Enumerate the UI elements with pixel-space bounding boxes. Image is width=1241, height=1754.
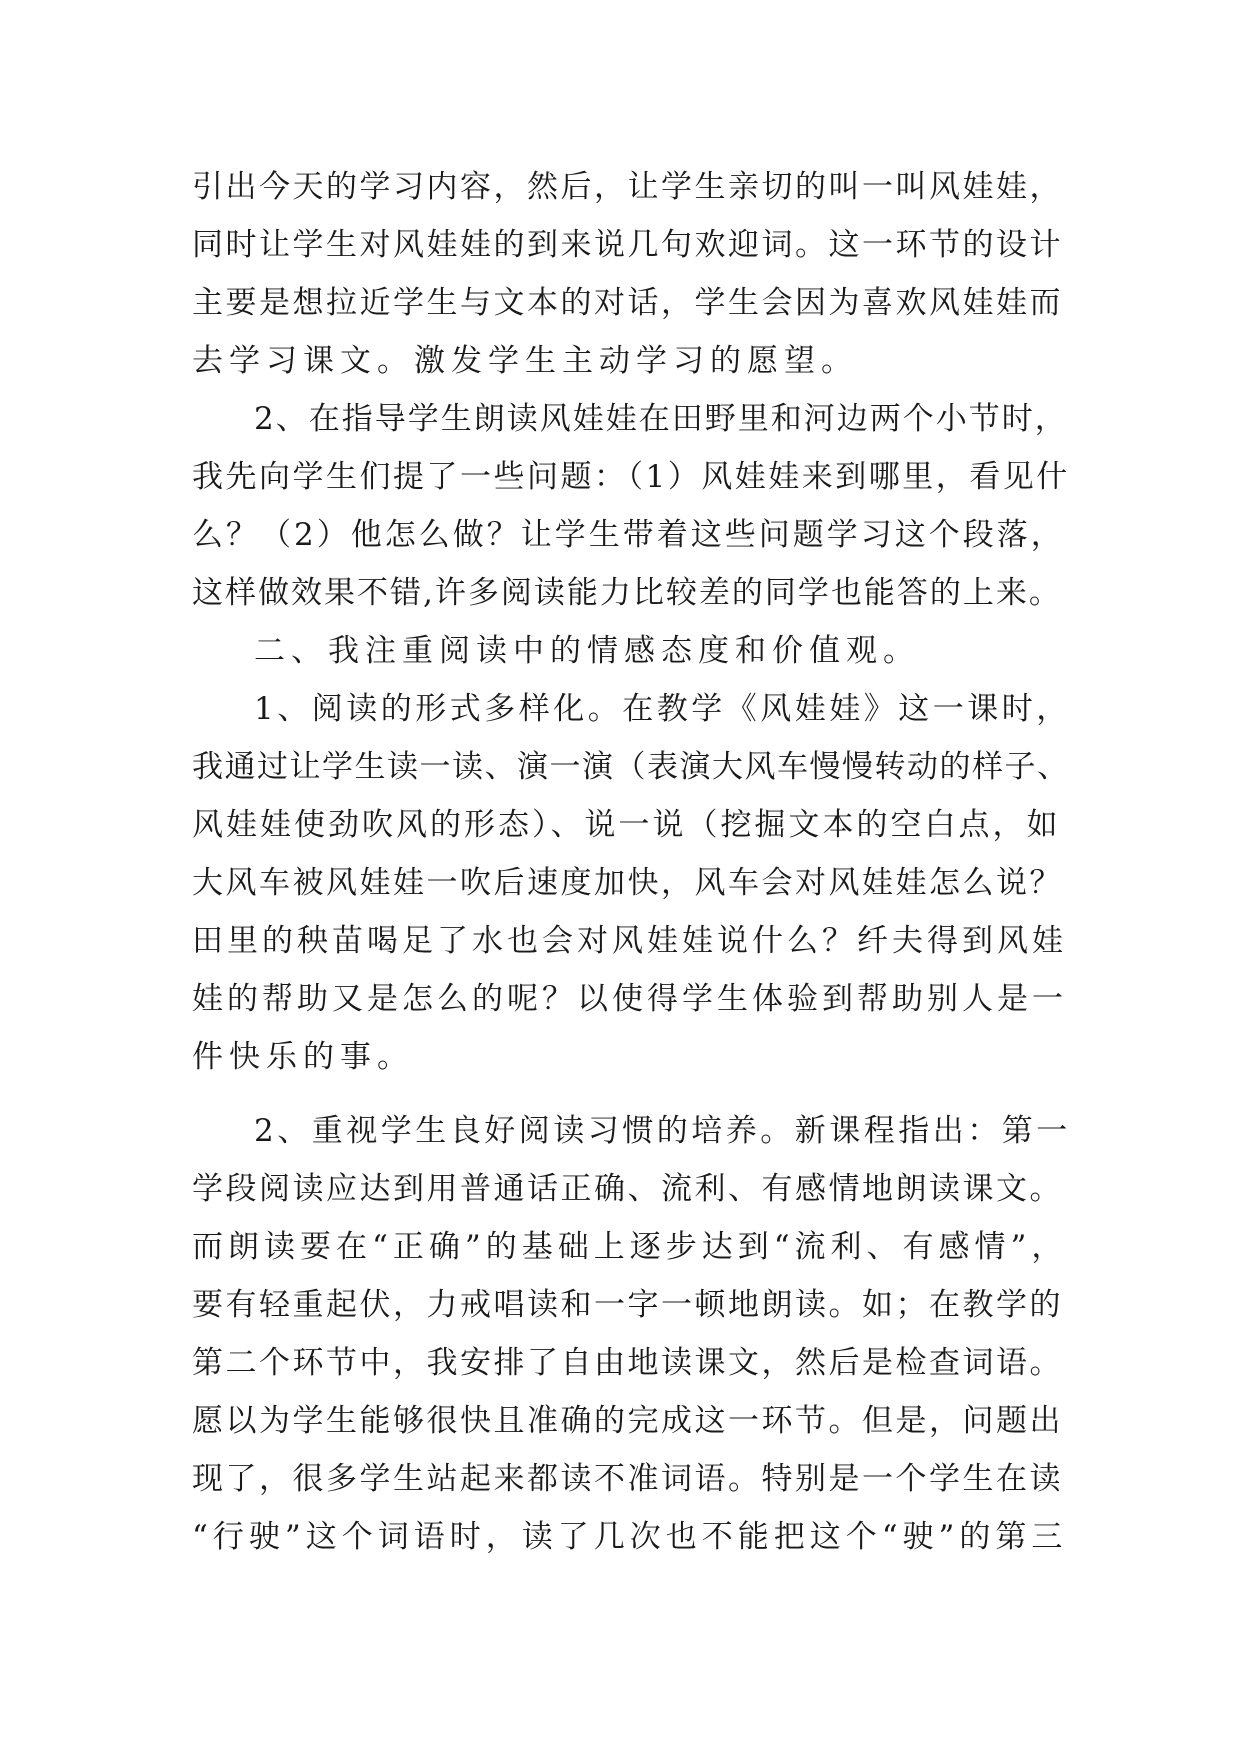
text-line: 而朗读要在“正确”的基础上逐步达到“流利、有感情”， — [192, 1229, 1068, 1265]
text-line: “行驶”这个词语时，读了几次也不能把这个“驶”的第三 — [192, 1519, 1068, 1555]
paragraph-start-line: 1、阅读的形式多样化。在教学《风娃娃》这一课时， — [254, 691, 1071, 727]
text-line: 风娃娃使劲吹风的形态）、说一说（挖掘文本的空白点，如 — [192, 807, 1061, 843]
section-heading: 二、我注重阅读中的情感态度和价值观。 — [254, 633, 920, 669]
text-line: 引出今天的学习内容，然后，让学生亲切的叫一叫风娃娃， — [192, 169, 1063, 205]
text-line: 我通过让学生读一读、演一演（表演大风车慢慢转动的样子、 — [192, 749, 1070, 785]
text-line: 主要是想拉近学生与文本的对话，学生会因为喜欢风娃娃而 — [192, 285, 1063, 321]
paragraph-start-line: 2、重视学生良好阅读习惯的培养。新课程指出：第一 — [254, 1113, 1071, 1149]
body-text — [192, 158, 1072, 1566]
text-line: 同时让学生对风娃娃的到来说几句欢迎词。这一环节的设计 — [192, 227, 1063, 263]
text-line: 现了，很多学生站起来都读不准词语。特别是一个学生在读 — [192, 1461, 1063, 1497]
text-line: 去学习课文。激发学生主动学习的愿望。 — [192, 343, 858, 379]
paragraph-start-line: 2、在指导学生朗读风娃娃在田野里和河边两个小节时， — [254, 401, 1068, 437]
text-line: 要有轻重起伏，力戒唱读和一字一顿地朗读。如；在教学的 — [192, 1287, 1063, 1323]
text-line: 娃的帮助又是怎么的呢？以使得学生体验到帮助别人是一 — [192, 981, 1067, 1017]
text-line: 件快乐的事。 — [192, 1039, 414, 1075]
text-line: 第二个环节中，我安排了自由地读课文，然后是检查词语。 — [192, 1345, 1063, 1381]
text-line: 么？（2）他怎么做？让学生带着这些问题学习这个段落， — [192, 517, 1065, 553]
text-line: 愿以为学生能够很快且准确的完成这一环节。但是，问题出 — [192, 1403, 1063, 1439]
text-line: 田里的秧苗喝足了水也会对风娃娃说什么？纤夫得到风娃 — [192, 923, 1067, 959]
text-line: 这样做效果不错,许多阅读能力比较差的同学也能答的上来。 — [192, 575, 1062, 611]
text-line: 我先向学生们提了一些问题：（1）风娃娃来到哪里，看见什 — [192, 459, 1070, 495]
text-line: 学段阅读应达到用普通话正确、流利、有感情地朗读课文。 — [192, 1171, 1063, 1207]
text-line: 大风车被风娃娃一吹后速度加快，风车会对风娃娃怎么说？ — [192, 865, 1063, 901]
